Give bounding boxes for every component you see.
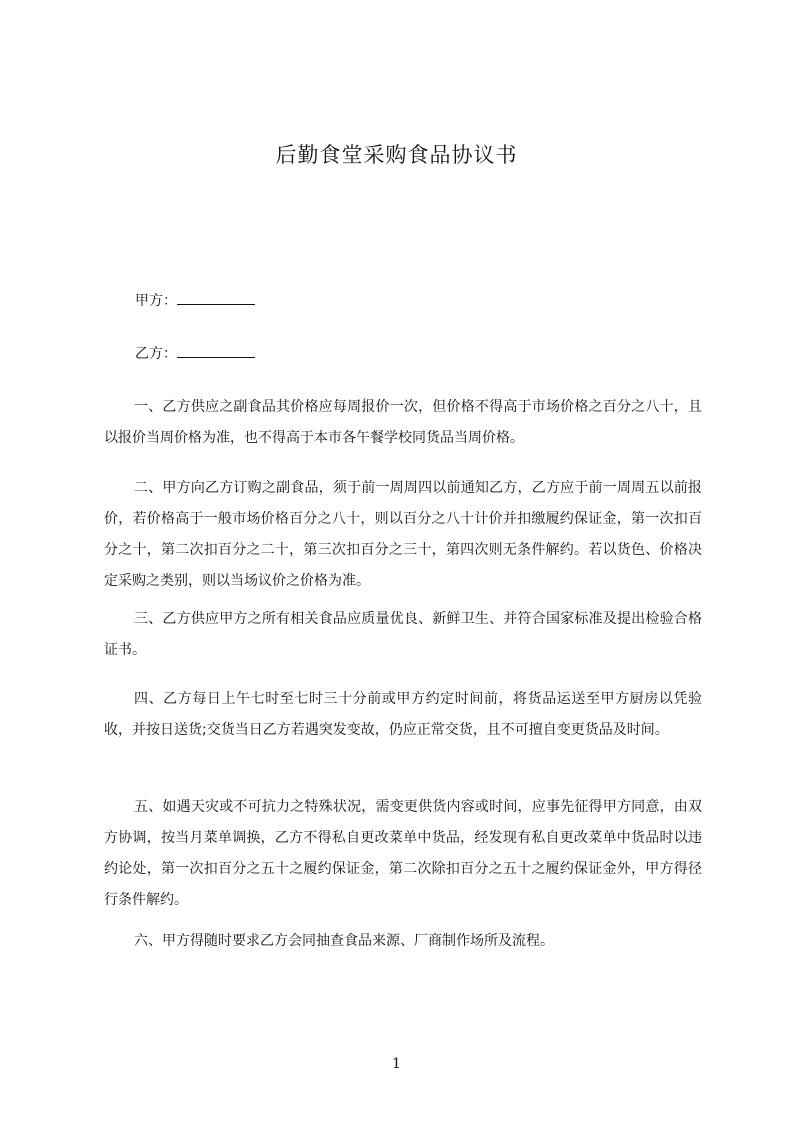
party-b-label: 乙方： [135, 346, 177, 362]
clause-5: 五、如遇天灾或不可抗力之特殊状况，需变更供货内容或时间，应事先征得甲方同意，由双方协调，按当月菜单调换，乙方不得私自更改菜单中货品，经发现有私自更改菜单中货品时以违约论处，第一次扣百分之五十之履约保证金，第二次除扣百分之五十之履约保证金外，甲方得径行条件解约。 [104, 799, 702, 908]
clause-6: 六、甲方得随时要求乙方会同抽查食品来源、厂商制作场所及流程。 [134, 933, 554, 949]
party-a-blank [177, 290, 255, 305]
document-title: 后勤食堂采购食品协议书 [275, 143, 518, 167]
party-a-label: 甲方： [135, 293, 177, 309]
page-number: 1 [392, 1056, 401, 1072]
party-a-line [135, 290, 255, 312]
clause-1: 一、乙方供应之副食品其价格应每周报价一次，但价格不得高于市场价格之百分之八十，且以报价当周价格为准，也不得高于本市各午餐学校同货品当周价格。 [104, 399, 702, 446]
clause-4: 四、乙方每日上午七时至七时三十分前或甲方约定时间前，将货品运送至甲方厨房以凭验收，并按日送货;交货当日乙方若遇突发变故，仍应正常交货，且不可擅自变更货品及时间。 [104, 691, 702, 738]
clause-2: 二、甲方向乙方订购之副食品，须于前一周周四以前通知乙方，乙方应于前一周周五以前报价，若价格高于一般市场价格百分之八十，则以百分之八十计价并扣缴履约保证金，第一次扣百分之十，第二次扣百分之二十，第三次扣百分之三十，第四次则无条件解约。若以货色、价格决定采购之类别，则以当场议价之价格为准。 [104, 480, 702, 589]
clause-3: 三、乙方供应甲方之所有相关食品应质量优良、新鲜卫生、并符合国家标准及提出检验合格证书。 [104, 611, 702, 658]
party-b-blank [177, 343, 255, 358]
party-b-line [135, 343, 255, 365]
